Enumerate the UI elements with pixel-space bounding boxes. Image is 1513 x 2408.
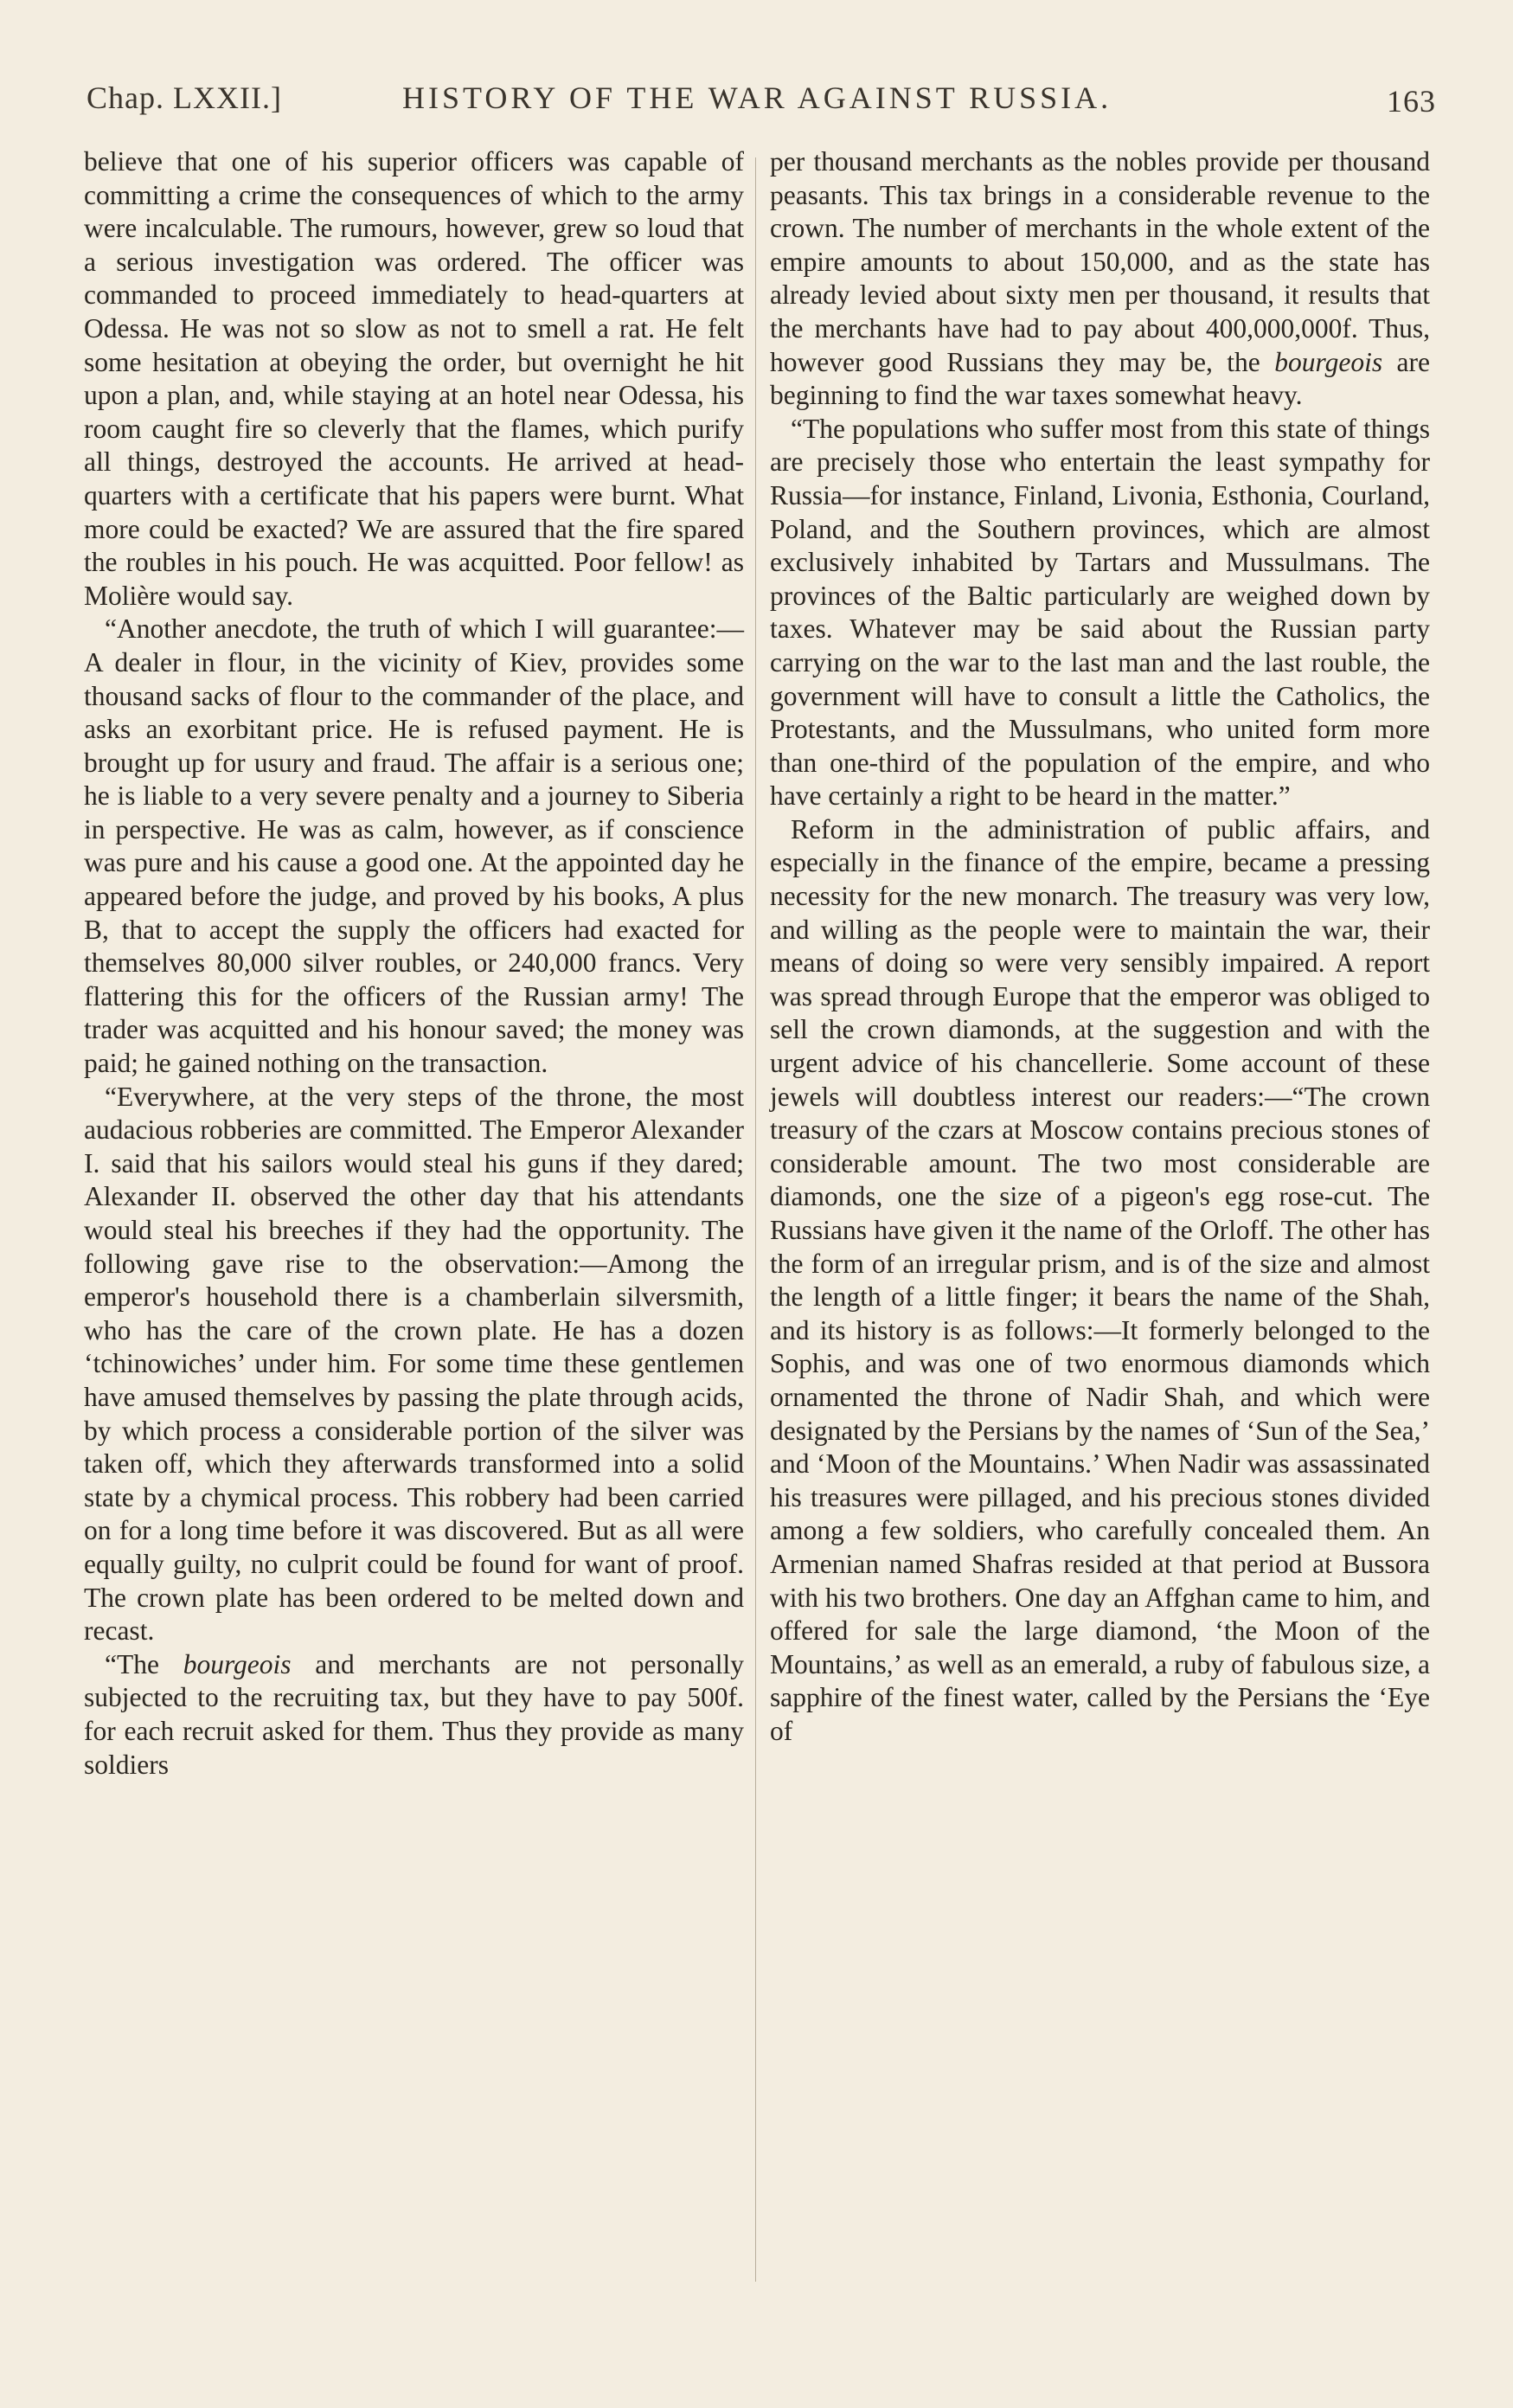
text-run: “The	[105, 1648, 183, 1679]
paragraph	[770, 145, 1430, 413]
text-run: per thousand merchants as the nobles provide per thousand peasants. This tax brings in a considerable revenue to the crown. The number of merchants in the whole extent of the empire amounts to about 150,000, and as the state has already levied about sixty men per thousand, it results that the merchants have had to pay about 400,000,000f. Thus, however good Russians they may be, the	[770, 146, 1430, 377]
paragraph: “The populations who suffer most from this state of things are precisely those who entertain the least sympathy for Russia—for instance, Finland, Livonia, Esthonia, Courland, Poland, and the Southern provinces, which are almost exclusively inhabited by Tartars and Mussulmans. The provinces of the Baltic particularly are weighed down by taxes. Whatever may be said about the Russian party carrying on the war to the last man and the last rouble, the government will have to consult a little the Catholics, the Protestants, and the Mussulmans, who united form more than one-third of the population of the empire, and who have certainly a right to be heard in the matter.”	[770, 413, 1430, 812]
page-number: 163	[1387, 84, 1436, 119]
running-title: HISTORY OF THE WAR AGAINST RUSSIA.	[402, 80, 1112, 115]
paragraph: “Everywhere, at the very steps of the throne, the most audacious robberies are committed. The Emperor Alexander I. said that his sailors would steal his guns if they dared; Alexander II. observed the other day that his attendants would steal his breeches if they had the opportunity. The following gave rise to the observation:—Among the emperor's household there is a chamberlain silversmith, who has the care of the crown plate. He has a dozen ‘tchinowiches’ under him. For some time these gentlemen have amused themselves by passing the plate through acids, by which process a considerable portion of the silver was taken off, which they afterwards transformed into a solid state by a chymical process. This robbery had been carried on for a long time before it was discovered. But as all were equally guilty, no culprit could be found for want of proof. The crown plate has been ordered to be melted down and recast.	[84, 1081, 744, 1647]
chapter-label: Chap. LXXII.]	[87, 80, 282, 115]
left-column	[84, 145, 744, 1782]
italic-term: bourgeois	[183, 1648, 292, 1679]
paragraph	[84, 1648, 744, 1782]
running-header	[87, 80, 1436, 132]
column-rule	[755, 157, 756, 2282]
text-run: and merchants are not personally subjected to the recruiting tax, but they have to pay 500f. for each recruit asked for them. Thus they provide as many soldiers	[84, 1648, 744, 1780]
text-run: are beginning to find the war taxes somewhat heavy.	[770, 346, 1431, 411]
paragraph: “Another anecdote, the truth of which I will guarantee:—A dealer in flour, in the vicinity of Kiev, provides some thousand sacks of flour to the commander of the place, and asks an exorbitant price. He is refused payment. He is brought up for usury and fraud. The affair is a serious one; he is liable to a very severe penalty and a journey to Siberia in perspective. He was as calm, however, as if conscience was pure and his cause a good one. At the appointed day he appeared before the judge, and proved by his books, A plus B, that to accept the supply the officers had exacted for themselves 80,000 silver roubles, or 240,000 francs. Very flattering this for the officers of the Russian army! The trader was acquitted and his honour saved; the money was paid; he gained nothing on the transaction.	[84, 613, 744, 1079]
paragraph: believe that one of his superior officers was capable of committing a crime the consequences of which to the army were incalculable. The rumours, however, grew so loud that a serious investigation was ordered. The officer was commanded to proceed immediately to head-quarters at Odessa. He was not so slow as not to smell a rat. He felt some hesitation at obeying the order, but overnight he hit upon a plan, and, while staying at an hotel near Odessa, his room caught fire so cleverly that the flames, which purify all things, destroyed the accounts. He arrived at head-quarters with a certificate that his papers were burnt. What more could be exacted? We are assured that the fire spared the roubles in his pouch. He was acquitted. Poor fellow! as Molière would say.	[84, 146, 744, 611]
right-column	[770, 145, 1430, 1749]
paragraph: Reform in the administration of public affairs, and especially in the finance of the empire, became a pressing necessity for the new monarch. The treasury was very low, and willing as the people were to maintain the war, their means of doing so were very sensibly impaired. A report was spread through Europe that the emperor was obliged to sell the crown diamonds, at the suggestion and with the urgent advice of his chancellerie. Some account of these jewels will doubtless interest our readers:—“The crown treasury of the czars at Moscow contains precious stones of considerable amount. The two most considerable are diamonds, one the size of a pigeon's egg rose-cut. The Russians have given it the name of the Orloff. The other has the form of an irregular prism, and is of the size and almost the length of a little finger; it bears the name of the Shah, and its history is as follows:—It formerly belonged to the Sophis, and was one of two enormous diamonds which ornamented the throne of Nadir Shah, and which were designated by the Persians by the names of ‘Sun of the Sea,’ and ‘Moon of the Mountains.’ When Nadir was assassinated his treasures were pillaged, and his precious stones divided among a few soldiers, who carefully concealed them. An Armenian named Shafras resided at that period at Bussora with his two brothers. One day an Affghan came to him, and offered for sale the large diamond, ‘the Moon of the Mountains,’ as well as an emerald, a ruby of fabulous size, a sapphire of the finest water, called by the Persians the ‘Eye of	[770, 813, 1430, 1746]
italic-term: bourgeois	[1274, 346, 1383, 377]
